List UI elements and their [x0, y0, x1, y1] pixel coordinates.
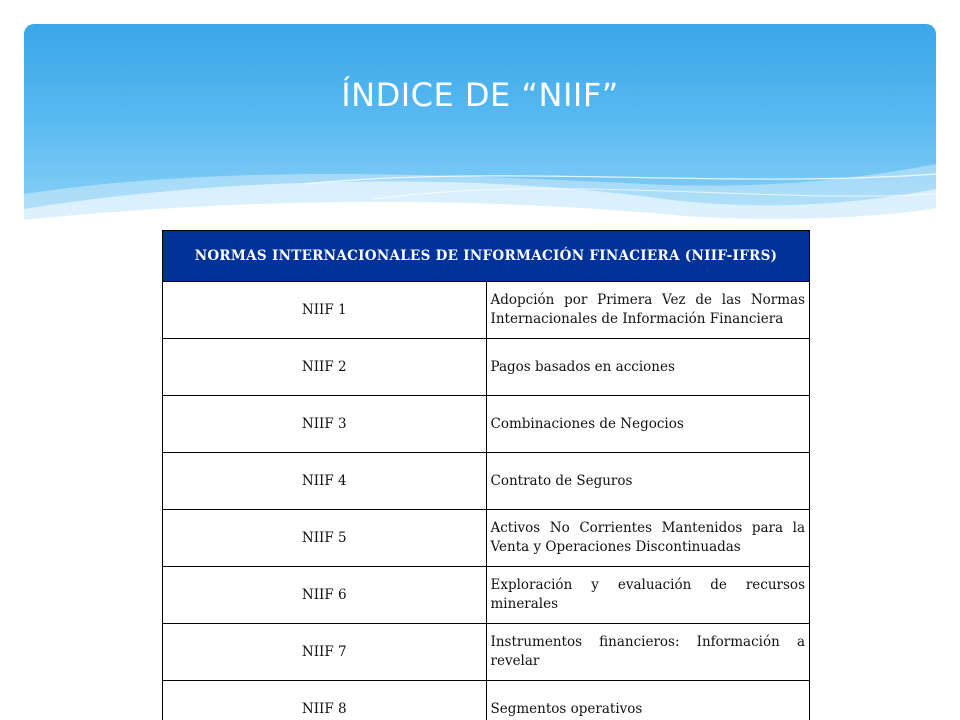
- row-code: NIIF 1: [163, 282, 487, 339]
- row-description: Adopción por Primera Vez de las Normas Internacionales de Información Financiera: [486, 282, 810, 339]
- row-code: NIIF 6: [163, 567, 487, 624]
- table-row: [163, 510, 810, 567]
- table-header-row: [163, 231, 810, 282]
- table-row: [163, 453, 810, 510]
- table-header: NORMAS INTERNACIONALES DE INFORMACIÓN FINACIERA (NIIF-IFRS): [163, 231, 810, 282]
- table-row: [163, 282, 810, 339]
- slide-title: ÍNDICE DE “NIIF”: [341, 76, 619, 114]
- table-row: [163, 681, 810, 720]
- row-code: NIIF 3: [163, 396, 487, 453]
- row-description: Activos No Corrientes Mantenidos para la Venta y Operaciones Discontinuadas: [486, 510, 810, 567]
- row-description: Pagos basados en acciones: [486, 339, 810, 396]
- row-code: NIIF 2: [163, 339, 487, 396]
- row-description: Instrumentos financieros: Información a revelar: [486, 624, 810, 681]
- table-row: [163, 339, 810, 396]
- row-code: NIIF 5: [163, 510, 487, 567]
- header-band: [24, 24, 936, 224]
- row-code: NIIF 4: [163, 453, 487, 510]
- niif-table: [162, 230, 810, 720]
- row-code: NIIF 7: [163, 624, 487, 681]
- niif-table-wrapper: [162, 230, 810, 720]
- row-description: Contrato de Seguros: [486, 453, 810, 510]
- row-description: Combinaciones de Negocios: [486, 396, 810, 453]
- row-description: Exploración y evaluación de recursos minerales: [486, 567, 810, 624]
- row-description: Segmentos operativos: [486, 681, 810, 720]
- wave-decoration: [24, 24, 936, 224]
- table-row: [163, 624, 810, 681]
- table-row: [163, 567, 810, 624]
- row-code: NIIF 8: [163, 681, 487, 720]
- table-row: [163, 396, 810, 453]
